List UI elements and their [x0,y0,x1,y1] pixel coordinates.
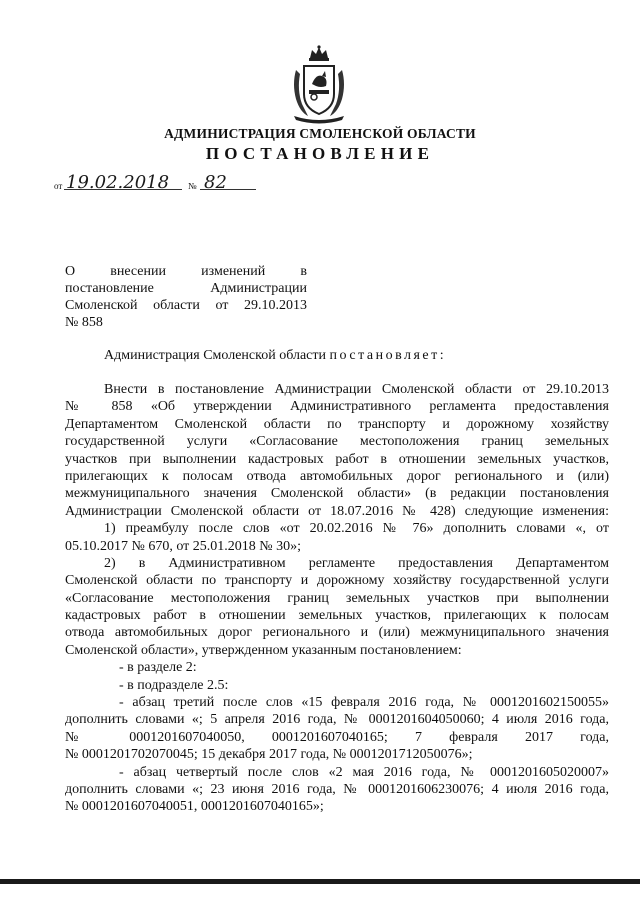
body-line: Администрации Смоленской области от 18.07.2016 № 428) следующие изменения: [65,503,609,519]
body-line: № 0001201607040051, 0001201607040165»; [65,799,324,815]
body-line: - в разделе 2: [119,660,197,676]
decree-statement [104,348,446,364]
document-subject [65,263,307,331]
body-line: участков при выполнении кадастровых работ в отношении земельных участков, [65,451,609,467]
date-handwritten: 19.02.2018 [66,172,170,193]
document-type-title: ПОСТАНОВЛЕНИЕ [205,144,435,163]
date-prefix: от [54,181,63,191]
body-line: 2) в Административном регламенте предоставления Департаментом [104,555,609,571]
date-number-line [54,172,274,196]
body-line: - в подразделе 2.5: [119,677,229,693]
body-line: кадастровых работ в отношении земельных участков, прилегающих к полосам [65,608,609,624]
body-line: государственной услуги «Согласование местоположения границ земельных [65,434,609,450]
body-line: - абзац четвертый после слов «2 мая 2016 года, № 0001201605020007» [119,764,609,780]
organization-name: АДМИНИСТРАЦИЯ СМОЛЕНСКОЙ ОБЛАСТИ [164,126,476,141]
subject-line: № 858 [65,315,103,330]
subject-line: постановление Администрации [65,281,307,296]
body-line: дополнить словами «; 23 июня 2016 года, № 0001201606230076; 4 июля 2016 года, [65,781,609,797]
decree-verb: постановляет: [329,348,447,363]
body-line: Департаментом Смоленской области по транспорту и дорожному хозяйству [65,416,609,432]
body-line: 05.10.2017 № 670, от 25.01.2018 № 30»; [65,538,302,554]
subject-line: Смоленской области от 29.10.2013 [65,298,307,313]
body-line: - абзац третий после слов «15 февраля 2016 года, № 0001201602150055» [119,695,609,711]
decree-prefix: Администрация Смоленской области [104,348,327,363]
body-line: Смоленской области», утвержденном указанным постановлением: [65,642,462,658]
body-line: межмуниципального значения Смоленской области» (в редакции постановления [65,486,609,502]
page-bottom-border [0,879,640,884]
subject-line: О внесении изменений в [65,264,307,279]
body-line: «Согласование местоположения границ земельных участков при выполнении [65,590,609,606]
body-line: 1) преамбулу после слов «от 20.02.2016 № 76» дополнить словами «, от [104,521,609,537]
body-line: прилегающих к полосам отвода автомобильных дорог регионального и (или) [65,468,609,484]
body-line: отвода автомобильных дорог регионального и (или) межмуниципального значения [65,625,609,641]
number-handwritten: 82 [204,172,227,193]
body-line: № 0001201607040050, 0001201607040165; 7 февраля 2017 года, [65,729,609,745]
body-line: № 858 «Об утверждении Административного регламента предоставления [65,399,609,415]
body-line: № 0001201702070045; 15 декабря 2017 года, № 0001201712050076»; [65,747,473,763]
body-line: Внести в постановление Администрации Смоленской области от 29.10.2013 [104,382,609,397]
body-line: дополнить словами «; 5 апреля 2016 года, № 0001201604050060; 4 июля 2016 года, [65,712,609,728]
document-body [65,381,609,816]
coat-of-arms-icon [288,44,350,124]
number-prefix: № [188,181,197,191]
body-line: Смоленской области по транспорту и дорожному хозяйству государственной услуги [65,573,609,589]
